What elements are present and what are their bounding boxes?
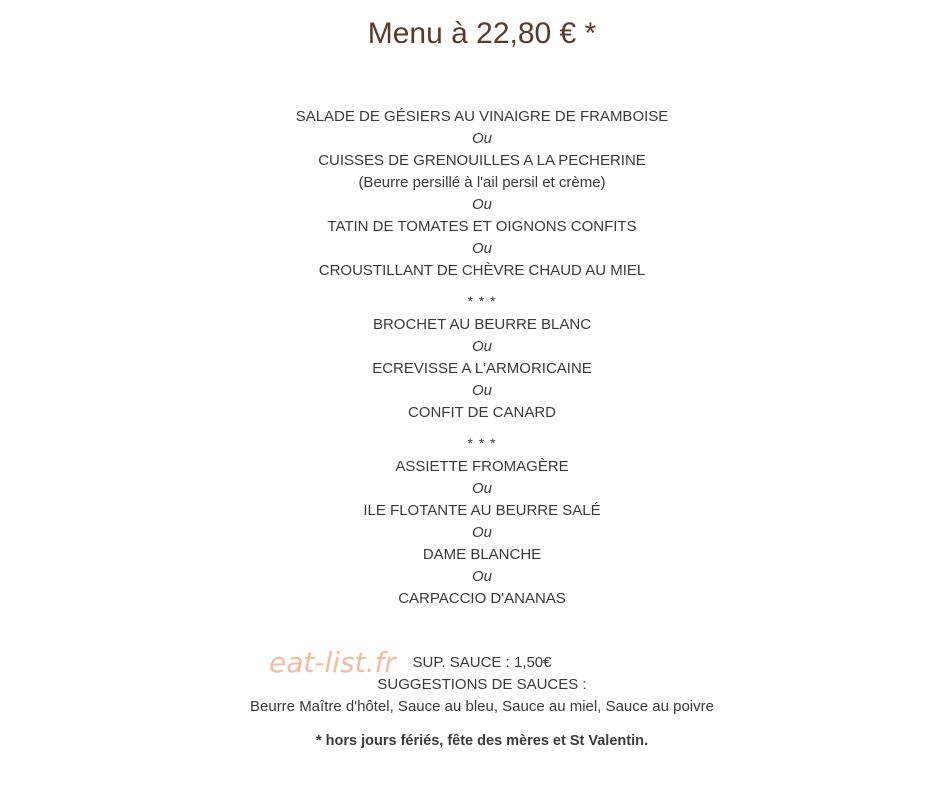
or-separator: Ou <box>471 382 492 399</box>
menu-item: CUISSES DE GRENOUILLES A LA PECHERINE <box>318 152 646 169</box>
menu-item: TATIN DE TOMATES ET OIGNONS CONFITS <box>327 218 637 235</box>
sauces-section <box>38 652 926 718</box>
desserts-section <box>38 456 926 610</box>
menu-item: SALADE DE GÉSIERS AU VINAIGRE DE FRAMBOISE <box>295 108 669 125</box>
sauce-suggestions-list: Beurre Maître d'hôtel, Sauce au bleu, Sauce au miel, Sauce au poivre <box>250 698 714 715</box>
menu-item: DAME BLANCHE <box>422 546 542 563</box>
menu-item: ECREVISSE A L'ARMORICAINE <box>372 360 592 377</box>
menu-list <box>38 106 926 752</box>
menu-item: ASSIETTE FROMAGÈRE <box>395 458 569 475</box>
sauce-suggestions-heading: SUGGESTIONS DE SAUCES : <box>377 676 587 693</box>
or-separator: Ou <box>471 196 492 213</box>
course-separator: * * * <box>467 293 497 309</box>
or-separator: Ou <box>471 240 492 257</box>
or-separator: Ou <box>471 130 492 147</box>
entrees-section <box>38 106 926 282</box>
or-separator: Ou <box>471 524 492 541</box>
menu-item: ILE FLOTANTE AU BEURRE SALÉ <box>363 502 601 519</box>
or-separator: Ou <box>471 568 492 585</box>
menu-item: CROUSTILLANT DE CHÈVRE CHAUD AU MIEL <box>318 262 646 279</box>
menu-item: BROCHET AU BEURRE BLANC <box>372 316 592 333</box>
menu-item-description: (Beurre persillé à l'ail persil et crème) <box>358 174 606 191</box>
menu-footnote: * hors jours fériés, fête des mères et St Valentin. <box>315 733 648 749</box>
menu-item: CARPACCIO D'ANANAS <box>398 590 566 607</box>
menu-title: Menu à 22,80 € * <box>367 17 597 50</box>
course-separator: * * * <box>467 435 497 451</box>
or-separator: Ou <box>471 480 492 497</box>
watermark-logo: eat-list.fr <box>269 646 396 679</box>
plats-section <box>38 314 926 424</box>
sauce-supplement: SUP. SAUCE : 1,50€ <box>412 654 552 671</box>
or-separator: Ou <box>471 338 492 355</box>
menu-item: CONFIT DE CANARD <box>407 404 557 421</box>
